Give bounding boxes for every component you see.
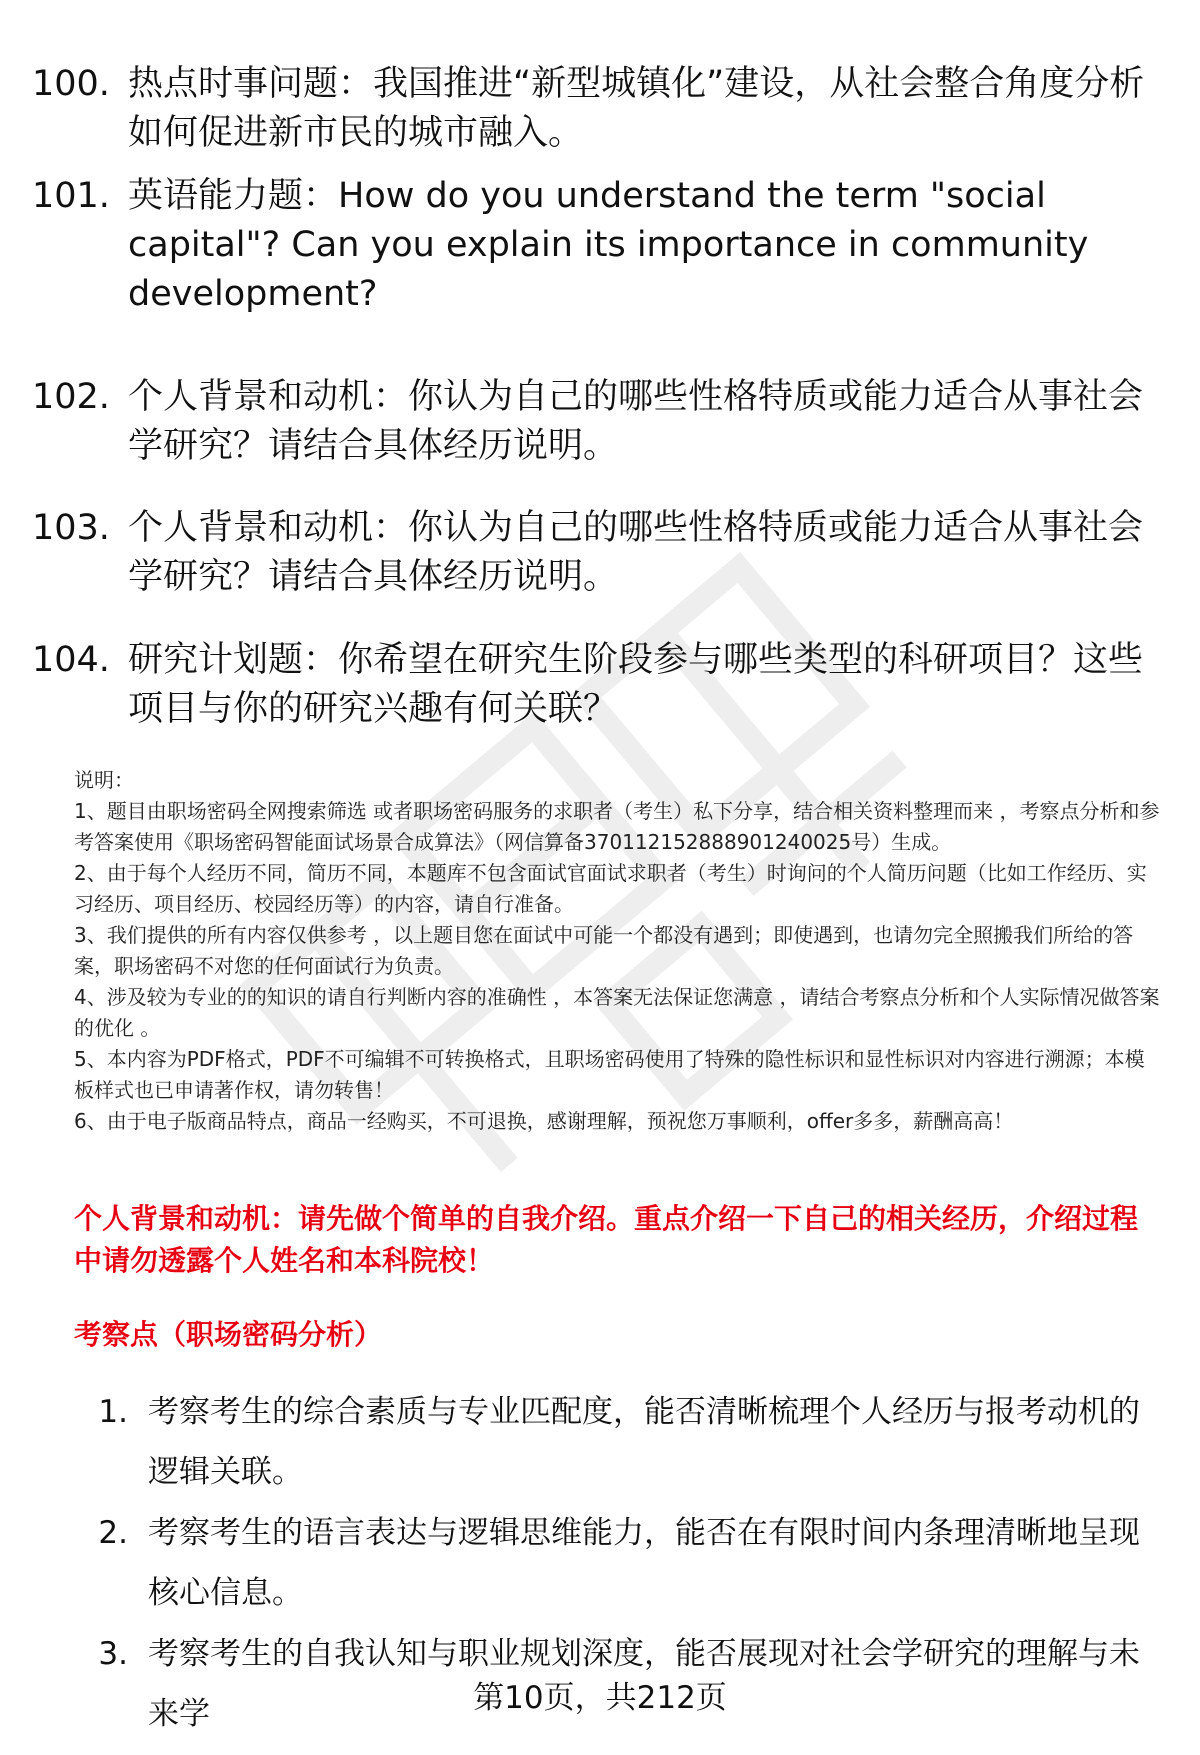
- question-item: [32, 60, 1172, 158]
- note-item: 4、涉及较为专业的的知识的请自行判断内容的准确性 ，本答案无法保证您满意 ，请结合考察点分析和个人实际情况做答案的优化 。: [74, 985, 1160, 1040]
- note-item: 3、我们提供的所有内容仅供参考 ，以上题目您在面试中可能一个都没有遇到；即使遇到，也请勿完全照搬我们所给的答案，职场密码不对您的任何面试行为负责。: [74, 923, 1134, 978]
- question-item: [32, 504, 1172, 602]
- point-number: 2.: [98, 1515, 128, 1551]
- question-text: 热点时事问题：我国推进“新型城镇化”建设，从社会整合角度分析如何促进新市民的城市融入。: [128, 64, 1145, 153]
- note-item: 5、本内容为PDF格式，PDF不可编辑不可转换格式，且职场密码使用了特殊的隐性标识和显性标识对内容进行溯源；本模板样式也已申请著作权，请勿转售！: [74, 1047, 1145, 1102]
- question-text: 英语能力题：How do you understand the term "social capital"? Can you explain its importance in community development?: [128, 176, 1089, 314]
- page-footer: 第10页，共212页: [473, 1680, 727, 1716]
- list-item: [74, 1382, 1164, 1502]
- question-text: 个人背景和动机：你认为自己的哪些性格特质或能力适合从事社会学研究？请结合具体经历说明。: [128, 508, 1144, 597]
- note-item: 6、由于电子版商品特点，商品一经购买，不可退换，感谢理解，预祝您万事顺利，offer多多，薪酬高高！: [74, 1109, 1014, 1133]
- question-text: 研究计划题：你希望在研究生阶段参与哪些类型的科研项目？这些项目与你的研究兴趣有何关联？: [128, 640, 1144, 729]
- point-number: 3.: [98, 1636, 128, 1672]
- question-item: [32, 373, 1172, 471]
- point-text: 考察考生的综合素质与专业匹配度，能否清晰梳理个人经历与报考动机的逻辑关联。: [148, 1394, 1140, 1490]
- question-item: [32, 636, 1172, 734]
- notes-heading: 说明：: [74, 768, 134, 792]
- question-number: 103.: [32, 508, 110, 548]
- question-number: 100.: [32, 64, 110, 104]
- notes-block: [74, 765, 1164, 1137]
- question-number: 104.: [32, 640, 110, 680]
- question-number: 101.: [32, 176, 110, 216]
- section-subtitle: 考察点（职场密码分析）: [74, 1318, 383, 1351]
- point-text: 考察考生的自我认知与职业规划深度，能否展现对社会学研究的理解与未来学: [148, 1636, 1140, 1732]
- note-item: 1、题目由职场密码全网搜索筛选 或者职场密码服务的求职者（考生）私下分享，结合相关资料整理而来 ，考察点分析和参考答案使用《职场密码智能面试场景合成算法》（网信算备370112152888901240025号）生成。: [74, 799, 1160, 854]
- question-item: [32, 172, 1172, 319]
- question-text: 个人背景和动机：你认为自己的哪些性格特质或能力适合从事社会学研究？请结合具体经历说明。: [128, 377, 1144, 466]
- point-number: 1.: [98, 1394, 128, 1430]
- note-item: 2、由于每个人经历不同，简历不同，本题库不包含面试官面试求职者（考生）时询问的个人简历问题（比如工作经历、实习经历、项目经历、校园经历等）的内容，请自行准备。: [74, 861, 1147, 916]
- list-item: [74, 1503, 1164, 1623]
- section-title: 个人背景和动机：请先做个简单的自我介绍。重点介绍一下自己的相关经历，介绍过程中请勿透露个人姓名和本科院校！: [74, 1202, 1139, 1277]
- point-text: 考察考生的语言表达与逻辑思维能力，能否在有限时间内条理清晰地呈现核心信息。: [148, 1515, 1140, 1611]
- question-number: 102.: [32, 377, 110, 417]
